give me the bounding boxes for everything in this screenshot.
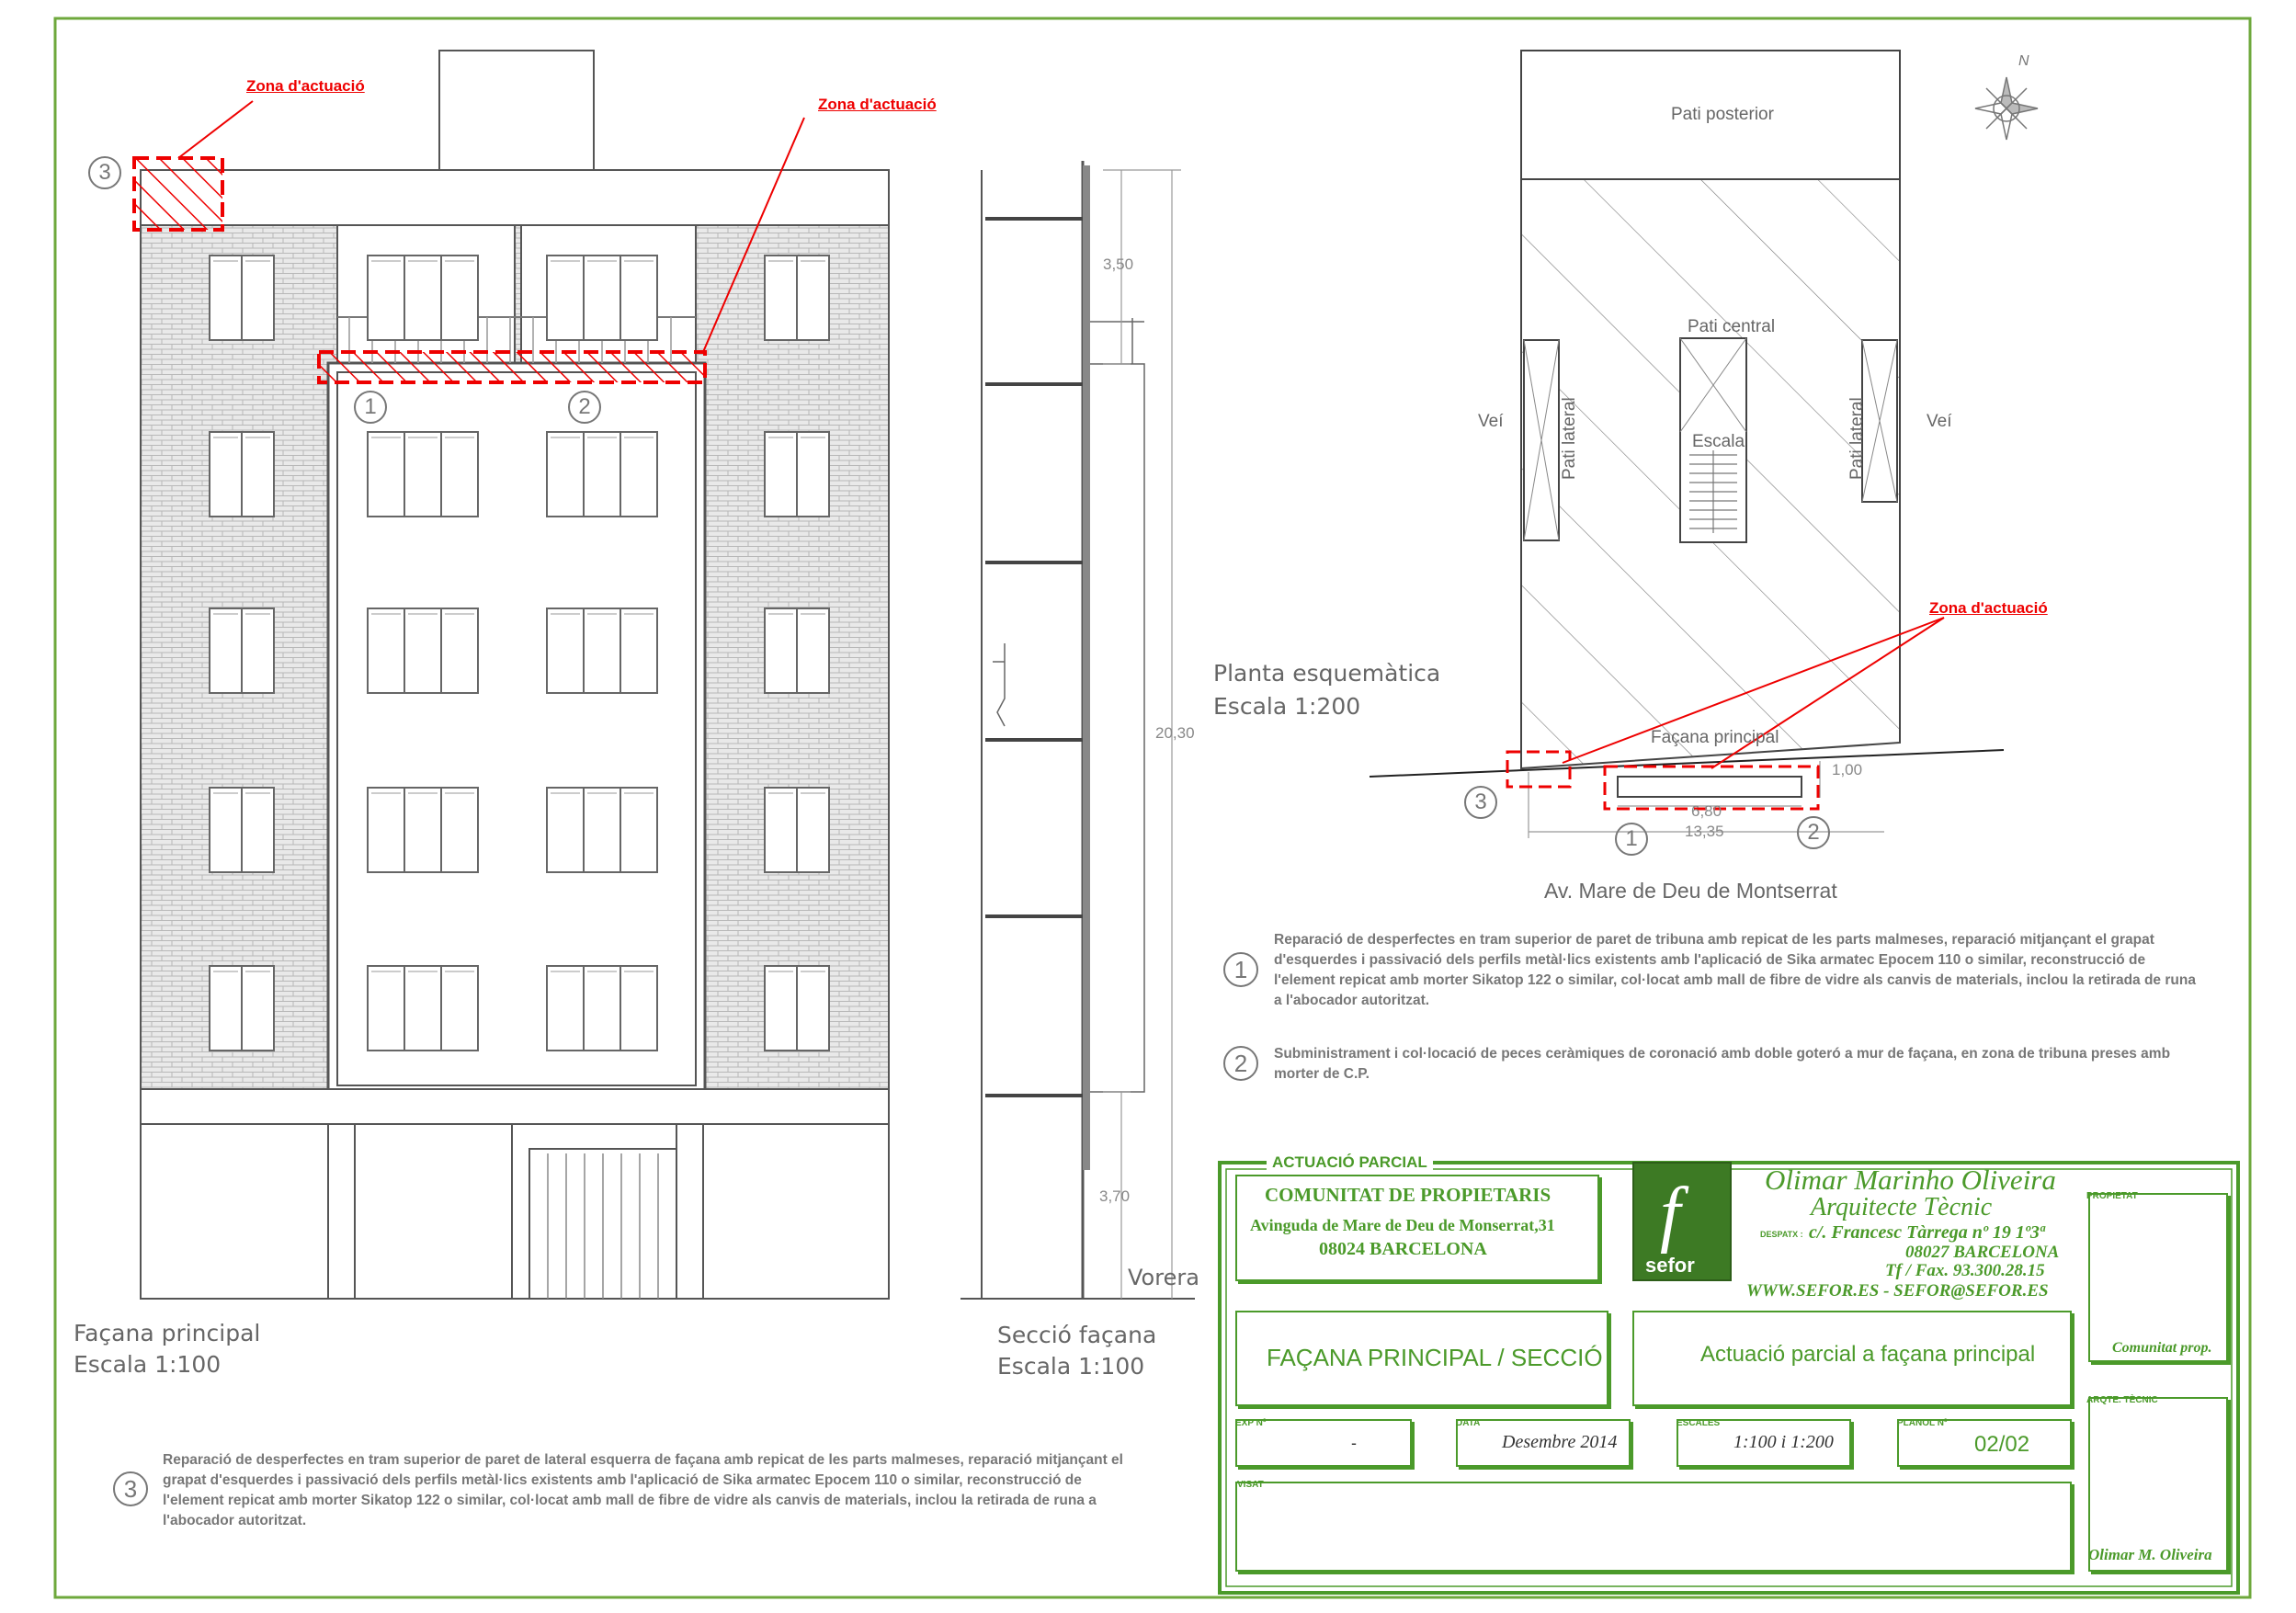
comunitat-label: COMUNITAT DE PROPIETARIS — [1265, 1184, 1552, 1206]
visat-label: VISAT — [1237, 1480, 1264, 1490]
section-scale: Escala 1:100 — [997, 1353, 1145, 1380]
plan-dim-width: 13,35 — [1685, 823, 1724, 840]
architect-city: 08027 BARCELONA — [1905, 1243, 2060, 1262]
vorera-label: Vorera — [1128, 1265, 1199, 1290]
visat-box — [1235, 1482, 2072, 1572]
architect-name: Olimar Marinho Oliveira — [1765, 1164, 2056, 1196]
facade-title: Façana principal — [74, 1320, 261, 1346]
plan-scale: Escala 1:200 — [1213, 693, 1361, 720]
propietat-signature: Comunitat prop. — [2112, 1340, 2212, 1356]
vei-right-label: Veí — [1927, 412, 1952, 431]
note-1-text: Reparació de desperfectes en tram superior de paret de tribuna amb repicat de les parts malmeses, reparació mitjançant el grapat d'esquerdes i passivació dels perfils metàl·lics existents amb l'aplicació de Sika armatec Epocem 110 o similar, reconstrucció de l'element repicat amb morter Sikatop 122 o similar, col·locat amb mall de fibre de vidre als canvis de materials, inclou la retirada de runa a l'abocador autoritzat. — [1274, 932, 2196, 1008]
zone-label-facade-left: Zona d'actuació — [246, 77, 365, 95]
logo-letter: f — [1660, 1174, 1681, 1255]
schematic-plan — [1370, 51, 2004, 838]
section-title: Secció façana — [997, 1322, 1157, 1348]
zone-label-plan: Zona d'actuació — [1929, 599, 2048, 617]
architect-phone: Tf / Fax. 93.300.28.15 — [1885, 1261, 2045, 1280]
callout-3-facade: 3 — [88, 156, 121, 189]
exp-label: EXP Nº — [1235, 1418, 1267, 1428]
arqte-label: ARQTE. TÈCNIC — [2086, 1395, 2158, 1405]
plan-dim-tribune: 6,80 — [1691, 802, 1722, 820]
exp-value: - — [1351, 1434, 1357, 1452]
arqte-signature: Olimar M. Oliveira — [2088, 1546, 2212, 1563]
architect-title: Arquitecte Tècnic — [1811, 1193, 1993, 1221]
facade-elevation — [134, 51, 889, 1299]
facade-scale: Escala 1:100 — [74, 1351, 222, 1378]
project-title: Actuació parcial a façana principal — [1700, 1342, 2036, 1367]
pati-lateral-left-label: Pati lateral — [1560, 397, 1579, 480]
escala-label: Escala — [1692, 432, 1745, 451]
plan-dim-depth: 1,00 — [1832, 761, 1863, 778]
data-label: DATA — [1456, 1418, 1481, 1428]
north-label: N — [2018, 53, 2029, 69]
note-2-text: Subministrament i col·locació de peces ceràmiques de coronació amb doble goteró a mur de façana, en zona de tribuna preses amb morter de C.P. — [1274, 1046, 2171, 1082]
callout-2-facade: 2 — [568, 391, 601, 424]
street-name: Av. Mare de Deu de Montserrat — [1544, 879, 1837, 903]
drawing-title: FAÇANA PRINCIPAL / SECCIÓ — [1267, 1344, 1603, 1371]
north-arrow-icon — [1975, 77, 2038, 140]
dim-total: 20,30 — [1155, 724, 1195, 742]
plan-facana-label: Façana principal — [1651, 728, 1779, 747]
zone-label-facade-right: Zona d'actuació — [818, 96, 937, 113]
zone-1-2-facade — [319, 352, 705, 382]
vei-left-label: Veí — [1478, 412, 1504, 431]
address-line-2: 08024 BARCELONA — [1319, 1239, 1487, 1259]
callout-2-plan: 2 — [1797, 816, 1830, 849]
note-3-number: 3 — [113, 1471, 148, 1506]
despatx-address: c/. Francesc Tàrrega nº 19 1º3ª — [1809, 1222, 2045, 1243]
sefor-logo — [1632, 1162, 1732, 1281]
dim-top: 3,50 — [1103, 256, 1134, 273]
note-2-number: 2 — [1223, 1046, 1258, 1081]
propietat-box — [2088, 1193, 2228, 1362]
zone-3-facade — [134, 158, 222, 230]
propietat-label: PROPIETAT — [2086, 1191, 2138, 1201]
callout-1-facade: 1 — [354, 391, 387, 424]
callout-3-plan: 3 — [1464, 786, 1497, 819]
data-value: Desembre 2014 — [1502, 1432, 1618, 1452]
callout-1-plan: 1 — [1615, 823, 1648, 856]
pati-lateral-right-label: Pati lateral — [1847, 397, 1867, 480]
escales-label: ESCALES — [1677, 1418, 1721, 1428]
note-3-text: Reparació de desperfectes en tram superior de paret de lateral esquerra de façana amb repicat de les parts malmeses, reparació mitjançant el grapat d'esquerdes i passivació dels perfils metàl·lics existents amb l'aplicació de Sika armatec Epocem 110 o similar, reconstrucció de l'element repicat amb morter Sikatop 122 o similar, col·locat amb mall de fibre de vidre als canvis de materials, inclou la retirada de runa a l'abocador autoritzat. — [163, 1452, 1123, 1528]
planol-value: 02/02 — [1974, 1432, 2030, 1457]
actuacio-parcial-label: ACTUACIÓ PARCIAL — [1267, 1153, 1433, 1172]
note-1-number: 1 — [1223, 952, 1258, 987]
dim-ground: 3,70 — [1099, 1187, 1131, 1205]
pati-central-label: Pati central — [1688, 317, 1776, 336]
pati-posterior-label: Pati posterior — [1671, 105, 1774, 124]
plan-title: Planta esquemàtica — [1213, 660, 1441, 687]
planol-label: PLANOL Nº — [1897, 1418, 1948, 1428]
address-line-1: Avinguda de Mare de Deu de Monserrat,31 — [1250, 1216, 1555, 1234]
architect-web: WWW.SEFOR.ES - SEFOR@SEFOR.ES — [1746, 1281, 2049, 1301]
logo-text: sefor — [1645, 1254, 1695, 1277]
despatx-label: DESPATX : — [1760, 1230, 1803, 1239]
escales-value: 1:100 i 1:200 — [1733, 1432, 1834, 1452]
